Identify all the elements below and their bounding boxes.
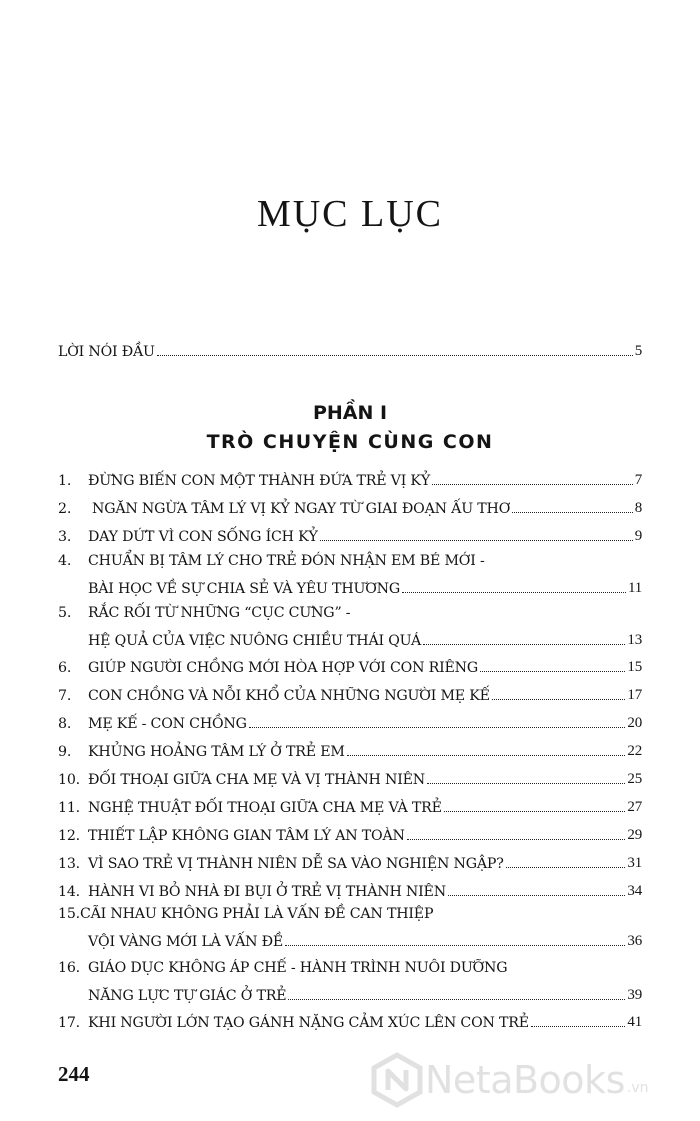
dot-leader — [444, 801, 626, 812]
toc-entry-title-line2: BÀI HỌC VỀ SỰ CHIA SẺ VÀ YÊU THƯƠNG — [88, 581, 401, 597]
toc-entry-page: 36 — [627, 933, 642, 949]
watermark — [369, 1052, 648, 1108]
dot-leader — [249, 717, 626, 728]
dot-leader — [288, 989, 625, 1000]
dot-leader — [512, 502, 633, 513]
dot-leader — [492, 689, 626, 700]
toc-entry-title: DAY DỨT VÌ CON SỐNG ÍCH KỶ — [88, 529, 318, 545]
page-title: MỤC LỤC — [256, 193, 444, 235]
toc-entry-title: KHỦNG HOẢNG TÂM LÝ Ở TRẺ EM — [88, 744, 345, 760]
toc-entry-title: NGĂN NGỪA TÂM LÝ VỊ KỶ NGAY TỪ GIAI ĐOẠN ẤU THƠ — [92, 501, 511, 517]
dot-leader — [480, 661, 625, 672]
toc-entry-page: 11 — [627, 580, 642, 596]
toc-entry-title-line1 — [58, 553, 485, 569]
toc-entry — [58, 820, 642, 844]
dot-leader — [432, 474, 633, 485]
toc-entry-page: 15 — [627, 659, 642, 675]
watermark-suffix: .vn — [626, 1080, 649, 1096]
toc-entry-page: 9 — [634, 528, 642, 544]
toc-entry-number: 12. — [58, 828, 80, 844]
toc-entry — [58, 680, 642, 704]
toc-entry-number: 11. — [58, 800, 80, 816]
toc-entry-number: 8. — [58, 716, 72, 732]
toc-entry — [88, 625, 642, 649]
toc-entry-page: 22 — [627, 743, 642, 759]
toc-entry-number: 1. — [58, 473, 72, 489]
toc-entry — [58, 736, 642, 760]
toc-entry-title: RẮC RỐI TỪ NHỮNG “CỤC CƯNG” - — [88, 605, 351, 621]
toc-entry-title: MẸ KẾ - CON CHỒNG — [88, 716, 247, 732]
toc-entry-page: 27 — [627, 799, 642, 815]
toc-entry-title: HÀNH VI BỎ NHÀ ĐI BỤI Ở TRẺ VỊ THÀNH NIÊN — [88, 884, 446, 900]
dot-leader — [448, 885, 625, 896]
toc-entry-title: VÌ SAO TRẺ VỊ THÀNH NIÊN DỄ SA VÀO NGHIỆN NGẬP? — [88, 856, 504, 872]
toc-entry-number: 15. — [58, 906, 80, 922]
toc-entry-number: 5. — [58, 605, 72, 621]
toc-entry-number: 4. — [58, 553, 72, 569]
dot-leader — [423, 634, 625, 645]
toc-entry-page: 41 — [627, 1014, 642, 1030]
toc-entry — [58, 521, 642, 545]
toc-entry-title: NGHỆ THUẬT ĐỐI THOẠI GIỮA CHA MẸ VÀ TRẺ — [88, 800, 442, 816]
toc-entry — [58, 848, 642, 872]
toc-entry-title: ĐỐI THOẠI GIỮA CHA MẸ VÀ VỊ THÀNH NIÊN — [88, 772, 426, 788]
toc-entry-page: 20 — [627, 715, 642, 731]
toc-entry-page: 17 — [627, 687, 642, 703]
toc-entry — [88, 573, 642, 597]
dot-leader — [407, 829, 626, 840]
toc-entry — [88, 926, 642, 950]
toc-entry-number: 9. — [58, 744, 72, 760]
toc-entry-page: 31 — [627, 855, 642, 871]
toc-entry-number: 13. — [58, 856, 80, 872]
toc-entry-number: 2. — [58, 501, 72, 517]
toc-entry-page: 7 — [634, 472, 642, 488]
toc-entry — [58, 1007, 642, 1031]
dot-leader — [506, 857, 626, 868]
toc-entry-number: 16. — [58, 960, 80, 976]
toc-entry — [58, 465, 642, 489]
toc-intro-page: 5 — [634, 343, 642, 359]
toc-entry-page: 13 — [627, 632, 642, 648]
toc-entry-number: 17. — [58, 1015, 80, 1031]
toc-entry-title-line2: HỆ QUẢ CỦA VIỆC NUÔNG CHIỀU THÁI QUÁ — [88, 633, 422, 649]
toc-entry-number: 14. — [58, 884, 80, 900]
toc-entry-number: 10. — [58, 772, 80, 788]
page-number: 244 — [58, 1062, 90, 1086]
toc-entry-title-line2: NĂNG LỰC TỰ GIÁC Ở TRẺ — [88, 988, 287, 1004]
part-number: PHẦN I — [312, 402, 388, 424]
dot-leader — [402, 582, 626, 593]
toc-entry-title: CÃI NHAU KHÔNG PHẢI LÀ VẤN ĐỀ CAN THIỆP — [79, 906, 434, 922]
toc-entry-number: 3. — [58, 529, 72, 545]
toc-entry-page: 39 — [627, 987, 642, 1003]
toc-entry — [58, 652, 642, 676]
toc-entry-title-line1 — [58, 960, 507, 976]
part-title: TRÒ CHUYỆN CÙNG CON — [206, 431, 494, 453]
toc-intro-label: LỜI NÓI ĐẦU — [58, 344, 155, 360]
toc-entry-number: 7. — [58, 688, 72, 704]
toc-entry — [58, 792, 642, 816]
dot-leader — [347, 745, 626, 756]
toc-entry — [58, 876, 642, 900]
toc-entry — [58, 708, 642, 732]
toc-entry-title-line1 — [58, 605, 350, 621]
toc-entry — [58, 493, 642, 517]
dot-leader — [531, 1016, 625, 1027]
netabooks-logo-icon — [369, 1052, 425, 1108]
toc-entry-title: ĐỪNG BIẾN CON MỘT THÀNH ĐỨA TRẺ VỊ KỶ — [88, 473, 430, 489]
dot-leader — [320, 530, 633, 541]
toc-entry-number: 6. — [58, 660, 72, 676]
watermark-text: NetaBooks — [425, 1058, 625, 1102]
dot-leader — [427, 773, 625, 784]
dot-leader — [285, 935, 625, 946]
toc-entry-page: 34 — [627, 883, 642, 899]
toc-entry-page: 8 — [634, 500, 642, 516]
toc-entry-title: GIÁO DỤC KHÔNG ÁP CHẾ - HÀNH TRÌNH NUÔI DƯỠNG — [88, 960, 508, 976]
toc-entry-title: GIÚP NGƯỜI CHỒNG MỚI HÒA HỢP VỚI CON RIÊNG — [88, 660, 479, 676]
toc-entry-page: 29 — [627, 827, 642, 843]
toc-entry — [58, 764, 642, 788]
toc-entry-title: CON CHỒNG VÀ NỖI KHỔ CỦA NHỮNG NGƯỜI MẸ KẾ — [88, 688, 490, 704]
toc-intro — [58, 336, 642, 360]
toc-entry-title-line2: VỘI VÀNG MỚI LÀ VẤN ĐỀ — [88, 934, 284, 950]
toc-entry-title-line1 — [58, 906, 433, 922]
toc-entry-page: 25 — [627, 771, 642, 787]
dot-leader — [157, 345, 633, 356]
toc-entry-title: KHI NGƯỜI LỚN TẠO GÁNH NẶNG CẢM XÚC LÊN CON TRẺ — [88, 1015, 529, 1031]
toc-entry-title: THIẾT LẬP KHÔNG GIAN TÂM LÝ AN TOÀN — [88, 828, 405, 844]
toc-entry — [88, 980, 642, 1004]
toc-entry-title: CHUẨN BỊ TÂM LÝ CHO TRẺ ĐÓN NHẬN EM BÉ MỚI - — [88, 553, 485, 569]
